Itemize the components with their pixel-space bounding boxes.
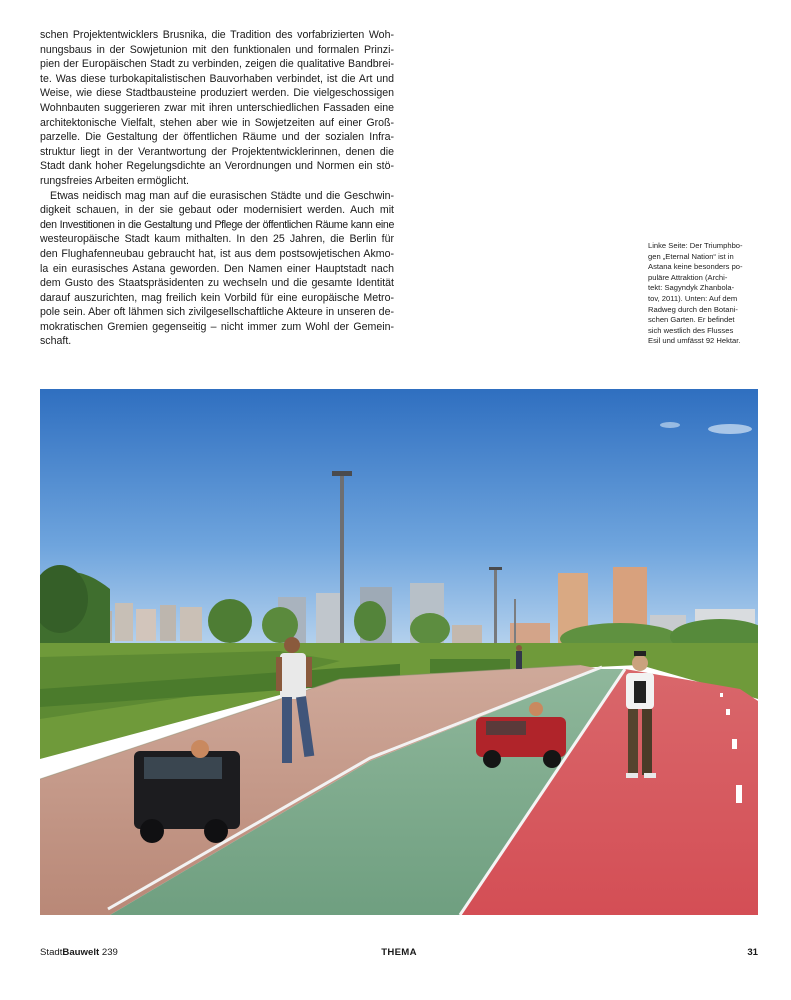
caption-line: Astana keine besonders po-	[648, 262, 743, 272]
caption-line: gen „Eternal Nation“ ist in	[648, 251, 734, 261]
caption-line: Radweg durch den Botani-	[648, 304, 738, 314]
text-line: nungsbaus in der Sowjetunion mit den funktionalen und formalen Prinzi-	[40, 43, 394, 56]
text-line: Stadt dank hoher Regelungsdichte an Verordnungen und Normen ein stö-	[40, 160, 394, 173]
text-line: schaft.	[40, 335, 72, 348]
article-paragraph-1	[40, 28, 394, 189]
caption-line: tov, 2011). Unten: Auf dem	[648, 293, 738, 303]
text-line: pien der Europäischen Stadt zu verbinden, zeigen die qualitative Bandbrei-	[40, 58, 394, 71]
toy-car-black	[134, 740, 240, 843]
caption-line: schen Garten. Er befindet	[648, 315, 735, 325]
caption-line: sich westlich des Flusses	[648, 325, 734, 335]
text-line: den Flughafenneubau gebraucht hat, ist aus dem postsowjetischen Akmo-	[40, 247, 394, 260]
section-label: THEMA	[381, 947, 417, 958]
page-number: 31	[747, 947, 758, 958]
caption-line: puläre Attraktion (Archi-	[648, 272, 728, 282]
text-line: struktur liegt in der Verantwortung der Projektentwicklerinnen, denen die	[40, 145, 394, 158]
caption-line: Esil und umfässt 92 Hektar.	[648, 336, 741, 346]
park-bike-path-photo	[40, 389, 758, 915]
text-line: la ein eurasisches Astana geworden. Den Namen einer Hauptstadt nach	[40, 262, 394, 275]
caption-line: Linke Seite: Der Triumphbo-	[648, 241, 743, 250]
text-line: rungsfreies Arbeiten ermöglicht.	[40, 174, 189, 187]
text-line: westeuropäische Stadt kaum mithalten. In den 25 Jahren, die Berlin für	[40, 233, 394, 246]
text-line: Weise, wie diese Stadtbausteine produziert werden. Die vielgeschossigen	[40, 87, 394, 100]
article-body	[40, 28, 394, 349]
text-line: Etwas neidisch mag man auf die eurasischen Städte und die Geschwin-	[50, 189, 394, 202]
distant-cyclist	[516, 645, 522, 669]
image-caption	[648, 241, 760, 347]
text-line: te. Was diese turbokapitalistischen Bauvorhaben verbindet, ist die Art und	[40, 72, 394, 85]
magazine-bold: Bauwelt	[62, 947, 100, 958]
text-line: den Investitionen in die Gestaltung und Pflege der öffentlichen Räume kann eine	[40, 218, 394, 231]
text-line: schen Projektentwicklers Brusnika, die Tradition des vorfabrizierten Woh-	[40, 29, 394, 41]
text-line: Wohnbauten suggerieren zwar mit ihren unterschiedlichen Fassaden eine	[40, 101, 394, 114]
issue-number: 239	[99, 947, 118, 958]
text-line: architektonische Vielfalt, stehen aber wie in Sowjetzeiten auf einer Groß-	[40, 116, 394, 129]
text-line: digkeit schauen, in der sie gebaut oder modernisiert werden. Auch mit	[40, 204, 394, 217]
text-line: darauf auszurichten, mag freilich kein Vorbild für eine europäische Metro-	[40, 291, 394, 304]
text-line: dem Gusto des Staatspräsidenten zu wechseln und die gesamte Identität	[40, 277, 394, 290]
article-paragraph-2	[40, 189, 394, 350]
page-footer	[40, 947, 758, 963]
magazine-prefix: Stadt	[40, 947, 63, 958]
text-line: pole sein. Aber oft lähmen sich zivilgesellschaftliche Akteure in unseren de-	[40, 306, 394, 319]
text-line: parzelle. Die Gestaltung der öffentlichen Räume und der sozialen Infra-	[40, 131, 394, 144]
text-line: mokratischen Gremien gegenseitig – nicht immer zum Wohl der Gemein-	[40, 320, 394, 333]
caption-line: tekt: Sagyndyk Zhanbola-	[648, 283, 735, 293]
